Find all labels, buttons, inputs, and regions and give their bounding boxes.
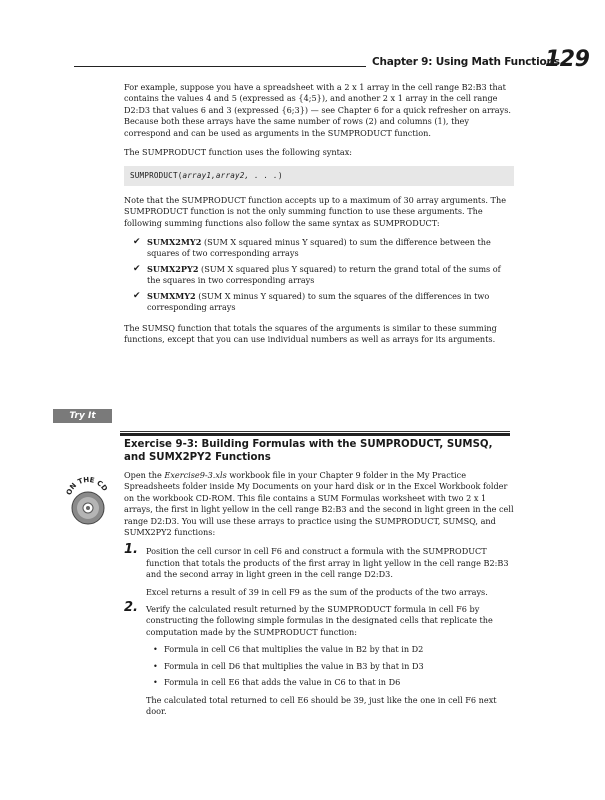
function-description: (SUM X squared plus Y squared) to return the grand total of the sums of the squares in two corresponding arrays <box>147 263 501 286</box>
formula-list <box>146 644 514 688</box>
list-item <box>124 237 514 260</box>
intro-paragraph-1: For example, suppose you have a spreadsheet with a 2 x 1 array in the cell range B2:B3 that contains the values 4 and 5 (expressed as {4;5}), and another 2 x 1 array in the cell range D2:D3 that values 6 and 3 (expressed {6;3}) — see Chapter 6 for a quick refresher on arrays. Because both these arrays have the same number of rows (2) and columns (1), they correspond and can be used as arguments in the SUMPRODUCT function. <box>124 82 511 138</box>
list-item <box>146 644 514 655</box>
checkmark-icon: ✔ <box>133 263 141 274</box>
list-item <box>124 291 514 314</box>
function-name: SUMXMY2 <box>147 290 196 301</box>
bullet-icon: • <box>153 644 158 655</box>
checkmark-icon: ✔ <box>133 290 141 301</box>
bullet-icon: • <box>153 660 158 671</box>
header-rule <box>74 66 366 67</box>
step-2 <box>124 600 514 717</box>
step-result: The calculated total returned to cell E6 should be 39, just like the one in cell F6 next door. <box>146 694 497 716</box>
main-content <box>124 82 514 353</box>
code-function: SUMPRODUCT( <box>130 171 183 181</box>
exercise-body <box>124 470 514 723</box>
step-number: 1. <box>124 542 138 558</box>
page-number: 129 <box>545 47 590 72</box>
formula-item-text: Formula in cell E6 that adds the value in C6 to that in D6 <box>164 677 401 688</box>
formula-item-text: Formula in cell C6 that multiplies the value in B2 by that in D2 <box>164 644 424 655</box>
list-item <box>146 677 514 688</box>
formula-item-text: Formula in cell D6 that multiplies the value in B3 by that in D3 <box>164 660 424 671</box>
step-number: 2. <box>124 600 138 616</box>
intro-paragraph-2: The SUMPRODUCT function uses the following syntax: <box>124 147 353 158</box>
list-item <box>124 264 514 287</box>
checkmark-icon: ✔ <box>133 237 141 248</box>
function-description: (SUM X squared minus Y squared) to sum the difference between the squares of two corresponding arrays <box>147 237 491 259</box>
step-result: Excel returns a result of 39 in cell F9 as the sum of the products of the two arrays. <box>146 586 488 597</box>
step-instruction: Verify the calculated result returned by the SUMPRODUCT formula in cell F6 by constructing the following simple formulas in the designated cells that replicate the computation made by the SUMPRODUCT function: <box>146 604 493 637</box>
step-instruction: Position the cell cursor in cell F6 and construct a formula with the SUMPRODUCT function that totals the products of the first array in light yellow in the cell range B2:B3 and the second array in light green in the cell range D2:D3. <box>146 546 509 580</box>
code-close: ) <box>277 171 283 181</box>
intro-paragraph-3: Note that the SUMPRODUCT function accepts up to a maximum of 30 array arguments. The SUMPRODUCT function is not the only summing function to use these arguments. The following summing functions also follow the same syntax as SUMPRODUCT: <box>124 194 506 228</box>
code-arguments: array1,array2, . . . <box>182 171 278 181</box>
summing-functions-list <box>124 237 514 313</box>
bullet-icon: • <box>153 677 158 688</box>
function-description: (SUM X minus Y squared) to sum the squares of the differences in two corresponding arrays <box>147 290 490 313</box>
list-item <box>146 661 514 672</box>
exercise-intro <box>124 470 514 538</box>
cd-badge-text: ON THE CD <box>64 475 109 497</box>
function-name: SUMX2MY2 <box>147 237 202 248</box>
syntax-code-block <box>124 166 514 185</box>
exercise-title: Exercise 9-3: Building Formulas with the SUMPRODUCT, SUMSQ, and SUMX2PY2 Functions <box>124 439 493 463</box>
step-1 <box>124 542 514 598</box>
exercise-rule-thick <box>120 433 510 436</box>
chapter-title: Chapter 9: Using Math Functions <box>372 56 560 68</box>
exercise-rule-thin <box>120 431 510 432</box>
intro-paragraph-4: The SUMSQ function that totals the squares of the arguments is similar to these summing functions, except that you can use individual numbers as well as arrays for its arguments. <box>124 322 497 344</box>
exercise-intro-text: workbook file in your Chapter 9 folder in the My Practice Spreadsheets folder inside My Documents on your hard disk or in the Excel Workbook folder on the workbook CD-ROM. This file contains a SUM Formulas worksheet with two 2 x 1 arrays, the first in light yellow in the cell range B2:B3 and the second in light green in the cell range D2:D3. You will use these arrays to practice using the SUMPRODUCT, SUMSQ, and SUMX2PY2 functions: <box>124 470 514 538</box>
exercise-intro-text: Open the <box>124 470 165 480</box>
try-it-label: Try It <box>53 409 112 423</box>
cd-icon <box>62 470 114 528</box>
exercise-file-name: Exercise9-3.xls <box>164 470 227 480</box>
function-name: SUMX2PY2 <box>147 263 199 274</box>
